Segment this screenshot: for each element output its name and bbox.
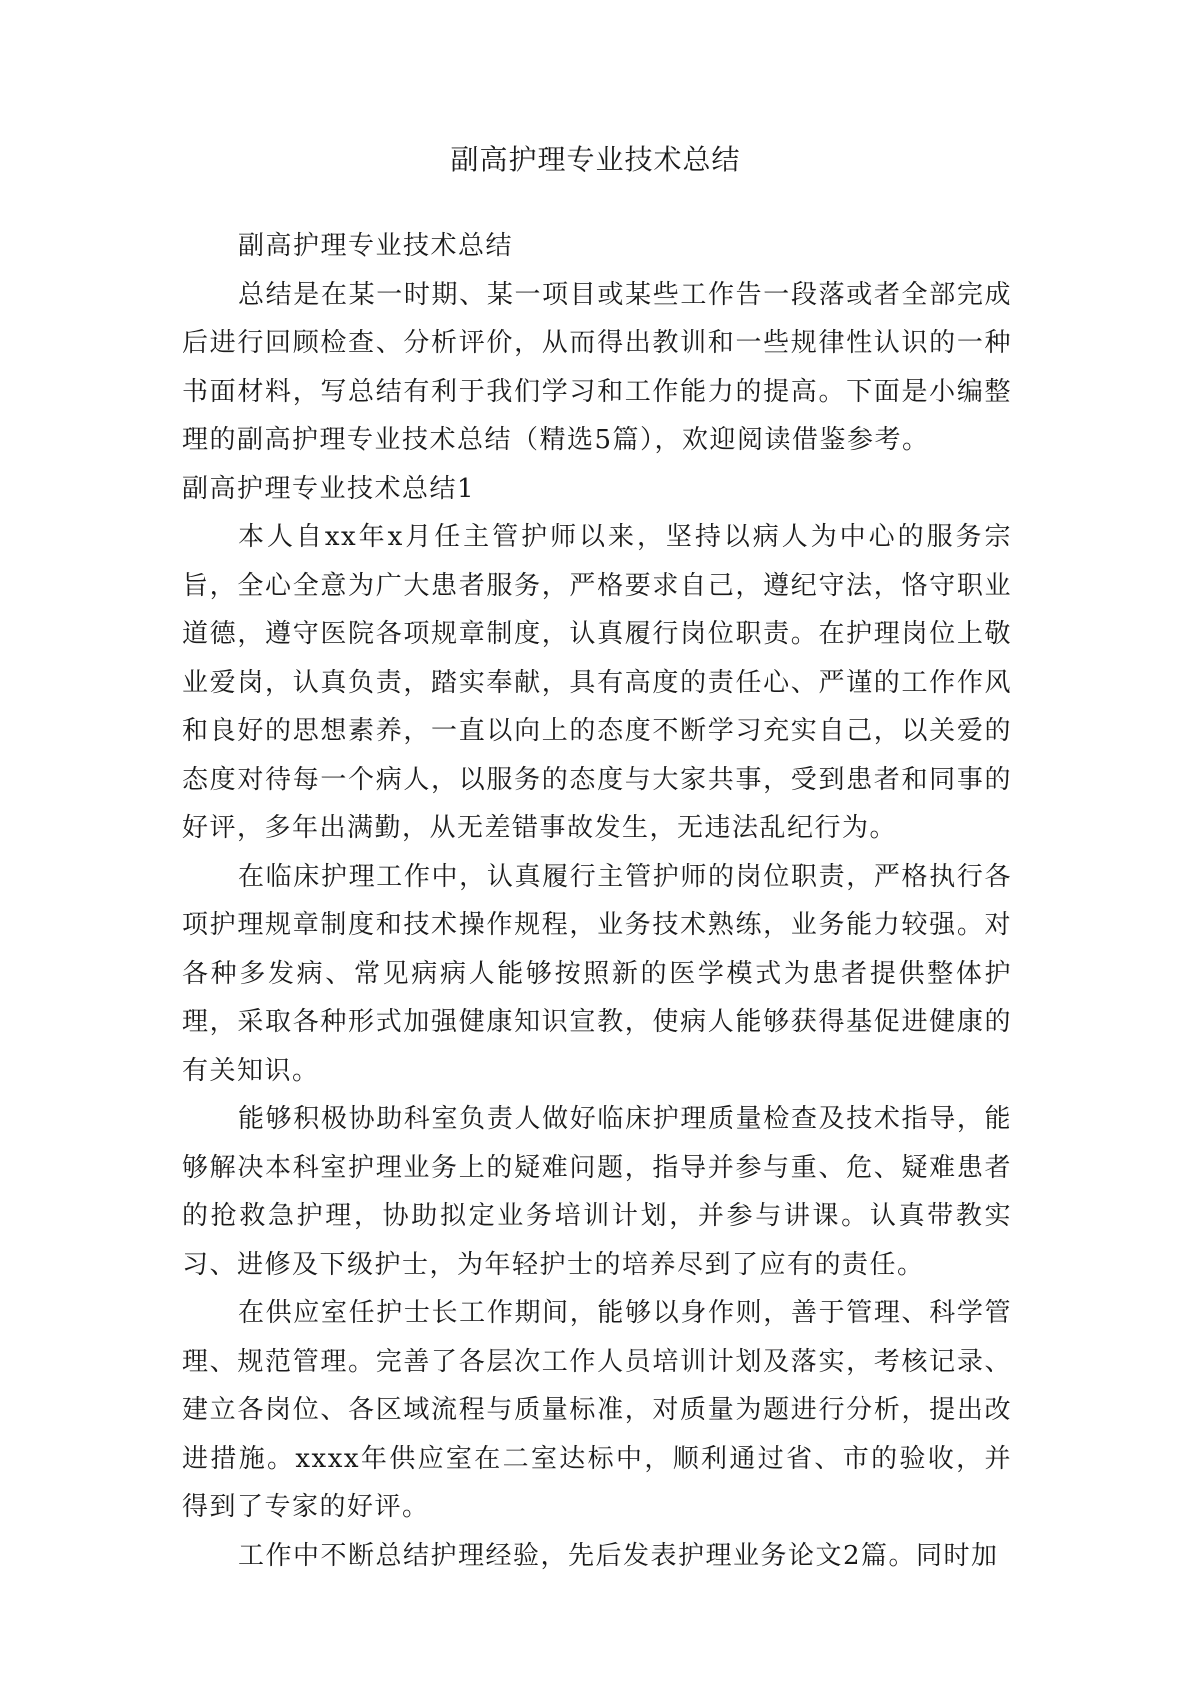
section-heading: 副高护理专业技术总结1 bbox=[182, 473, 476, 504]
body-paragraph: 在临床护理工作中，认真履行主管护师的岗位职责，严格执行各项护理规章制度和技术操作规程，业务技术熟练，业务能力较强。对各种多发病、常见病病人能够按照新的医学模式为患者提供整体护理，采取各种形式加强健康知识宣教，使病人能够获得基促进健康的有关知识。 bbox=[182, 861, 1012, 1086]
intro-paragraph: 总结是在某一时期、某一项目或某些工作告一段落或者全部完成后进行回顾检查、分析评价，从而得出教训和一些规律性认识的一种书面材料，写总结有利于我们学习和工作能力的提高。下面是小编整理的副高护理专业技术总结（精选5篇），欢迎阅读借鉴参考。 bbox=[182, 279, 1012, 455]
body-paragraph: 能够积极协助科室负责人做好临床护理质量检查及技术指导，能够解决本科室护理业务上的疑难问题，指导并参与重、危、疑难患者的抢救急护理，协助拟定业务培训计划，并参与讲课。认真带教实习、进修及下级护士，为年轻护士的培养尽到了应有的责任。 bbox=[182, 1104, 1012, 1280]
document-subtitle: 副高护理专业技术总结 bbox=[238, 231, 514, 261]
document-title: 副高护理专业技术总结 bbox=[450, 143, 741, 176]
body-paragraph: 在供应室任护士长工作期间，能够以身作则，善于管理、科学管理、规范管理。完善了各层次工作人员培训计划及落实，考核记录、建立各岗位、各区域流程与质量标准，对质量为题进行分析，提出改进措施。xxxx年供应室在二室达标中，顺利通过省、市的验收，并得到了专家的好评。 bbox=[182, 1298, 1012, 1522]
body-paragraph: 本人自xx年x月任主管护师以来，坚持以病人为中心的服务宗旨，全心全意为广大患者服务，严格要求自己，遵纪守法，恪守职业道德，遵守医院各项规章制度，认真履行岗位职责。在护理岗位上敬业爱岗，认真负责，踏实奉献，具有高度的责任心、严谨的工作作风和良好的思想素养，一直以向上的态度不断学习充实自己，以关爱的态度对待每一个病人，以服务的态度与大家共事，受到患者和同事的好评，多年出满勤，从无差错事故发生，无违法乱纪行为。 bbox=[182, 522, 1012, 843]
body-paragraph: 工作中不断总结护理经验，先后发表护理业务论文2篇。同时加 bbox=[238, 1540, 999, 1571]
document-body bbox=[182, 222, 1012, 1580]
